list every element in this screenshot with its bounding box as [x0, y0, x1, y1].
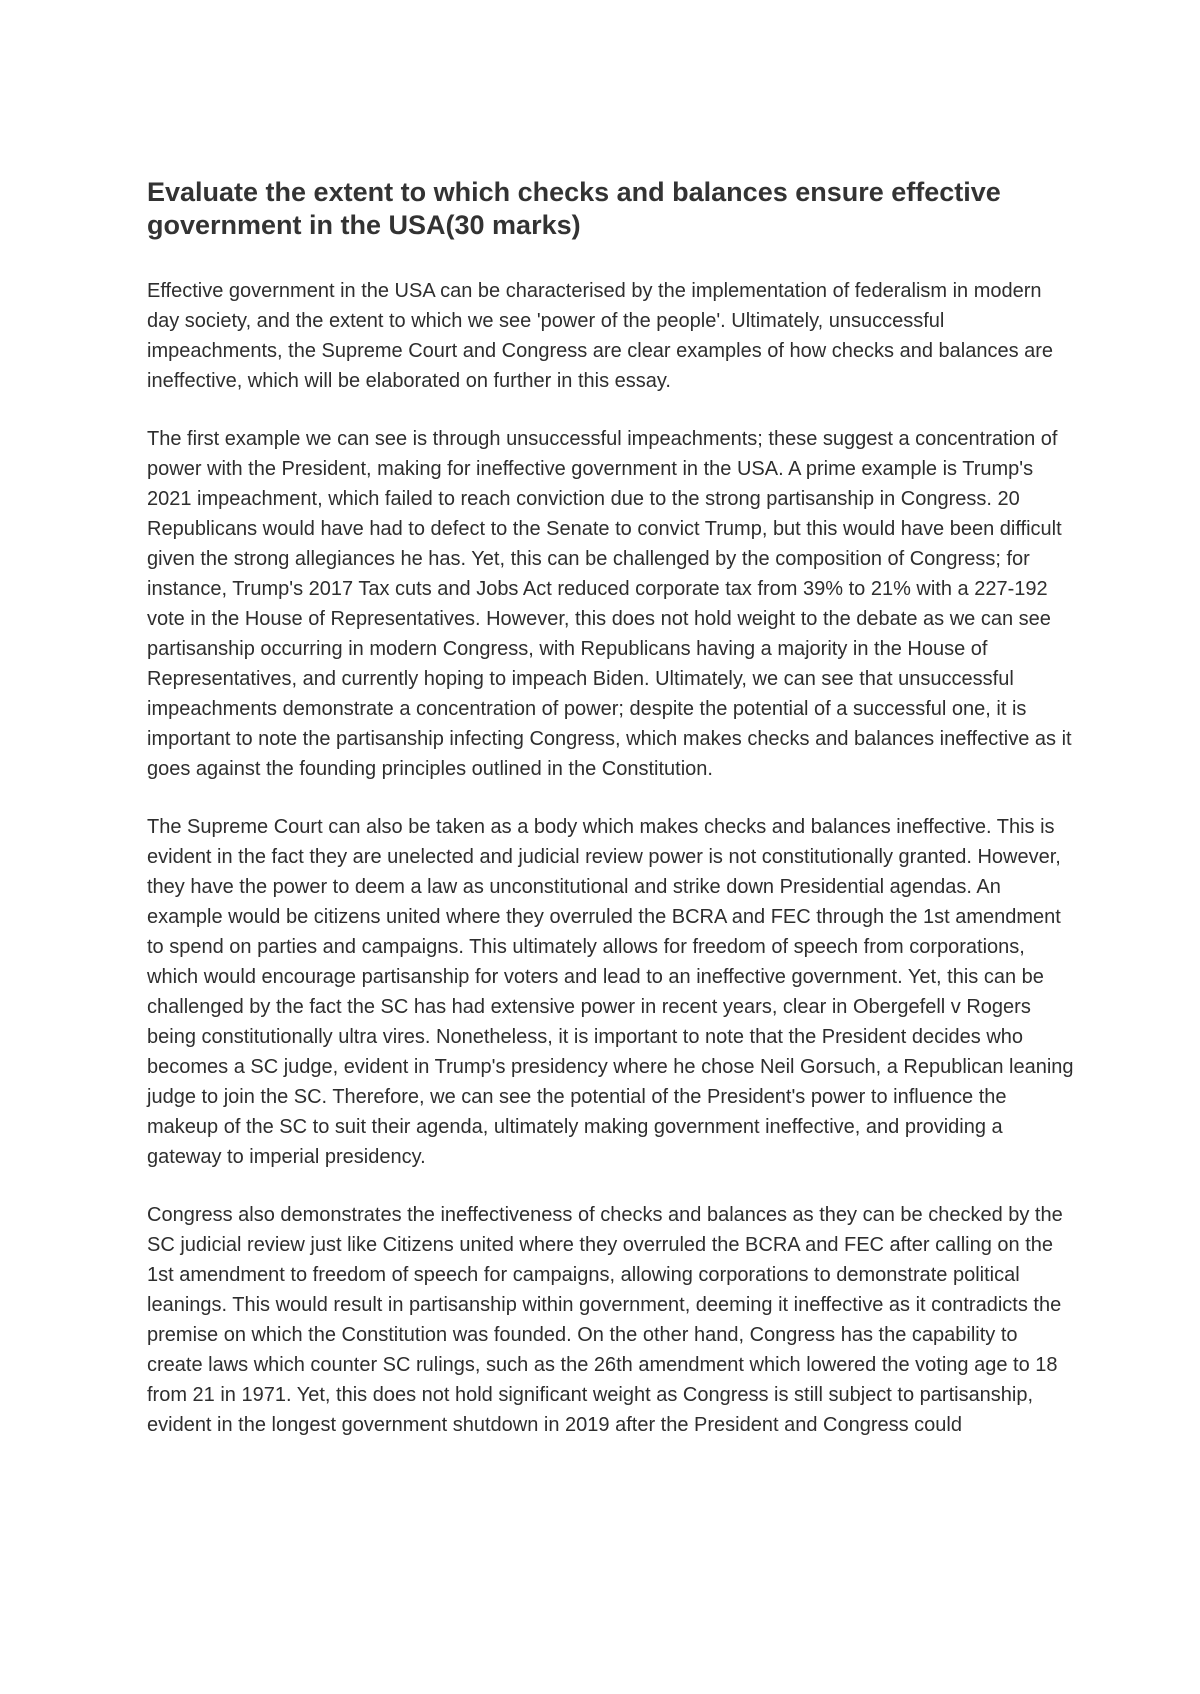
paragraph-supreme-court: The Supreme Court can also be taken as a body which makes checks and balances ineffective. This is evident in the fact they are unelected and judicial review power is not constitutionally granted. However, they have the power to deem a law as unconstitutional and strike down Presidential agendas. An example would be citizens united where they overruled the BCRA and FEC through the 1st amendment to spend on parties and campaigns. This ultimately allows for freedom of speech from corporations, which would encourage partisanship for voters and lead to an ineffective government. Yet, this can be challenged by the fact the SC has had extensive power in recent years, clear in Obergefell v Rogers being constitutionally ultra vires. Nonetheless, it is important to note that the President decides who becomes a SC judge, evident in Trump's presidency where he chose Neil Gorsuch, a Republican leaning judge to join the SC. Therefore, we can see the potential of the President's power to influence the makeup of the SC to suit their agenda, ultimately making government ineffective, and providing a gateway to imperial presidency.: [147, 816, 1074, 1168]
paragraph-introduction: Effective government in the USA can be characterised by the implementation of federalism in modern day society, and the extent to which we see 'power of the people'. Ultimately, unsuccessful impeachments, the Supreme Court and Congress are clear examples of how checks and balances are ineffective, which will be elaborated on further in this essay.: [147, 280, 1054, 392]
spacer: [147, 242, 1077, 276]
spacer: [147, 396, 1077, 424]
paragraph-congress: Congress also demonstrates the ineffectiveness of checks and balances as they can be checked by the SC judicial review just like Citizens united where they overruled the BCRA and FEC after calling on the 1st amendment to freedom of speech for campaigns, allowing corporations to demonstrate political leanings. This would result in partisanship within government, deeming it ineffective as it contradicts the premise on which the Constitution was founded. On the other hand, Congress has the capability to create laws which counter SC rulings, such as the 26th amendment which lowered the voting age to 18 from 21 in 1971. Yet, this does not hold significant weight as Congress is still subject to partisanship, evident in the longest government shutdown in 2019 after the President and Congress could: [147, 1204, 1063, 1436]
document-body: [147, 176, 1077, 1440]
spacer: [147, 1172, 1077, 1200]
paragraph-impeachments: The first example we can see is through unsuccessful impeachments; these suggest a concentration of power with the President, making for ineffective government in the USA. A prime example is Trump's 2021 impeachment, which failed to reach conviction due to the strong partisanship in Congress. 20 Republicans would have had to defect to the Senate to convict Trump, but this would have been difficult given the strong allegiances he has. Yet, this can be challenged by the composition of Congress; for instance, Trump's 2017 Tax cuts and Jobs Act reduced corporate tax from 39% to 21% with a 227-192 vote in the House of Representatives. However, this does not hold weight to the debate as we can see partisanship occurring in modern Congress, with Republicans having a majority in the House of Representatives, and currently hoping to impeach Biden. Ultimately, we can see that unsuccessful impeachments demonstrate a concentration of power; despite the potential of a successful one, it is important to note the partisanship infecting Congress, which makes checks and balances ineffective as it goes against the founding principles outlined in the Constitution.: [147, 428, 1072, 780]
essay-title: Evaluate the extent to which checks and balances ensure effective government in the USA(30 marks): [147, 177, 1001, 240]
spacer: [147, 784, 1077, 812]
